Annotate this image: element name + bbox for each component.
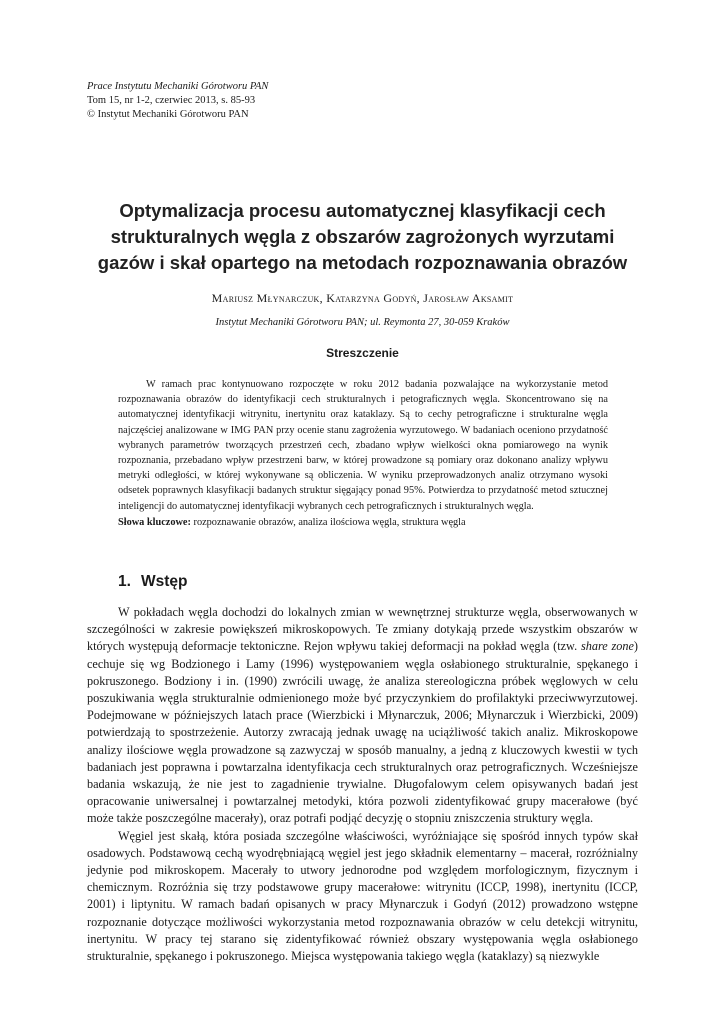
journal-header xyxy=(87,80,268,122)
keywords-label: Słowa kluczowe: xyxy=(118,517,191,528)
body-paragraph: Węgiel jest skałą, która posiada szczególne właściwości, wyróżniające się spośród innych typów skał osadowych. Podstawową cechą wyodrębniającą węgiel jest jego składnik elementarny – macerał, rozróżnialny jedynie pod mikroskopem. Macerały to utwory jednorodne pod względem morfologicznym, fizycznym i chemicznym. Rozróżnia się trzy podstawowe grupy macerałowe: witrynitu (ICCP, 1998), inertynitu (ICCP, 2001) i liptynitu. W ramach badań opisanych w pracy Młynarczuk i Godyń (2012) prowadzono wstępne rozpoznanie dotyczące możliwości wykorzystania metod rozpoznawania obrazów w celu detekcji witrynitu, inertynitu. W pracy tej starano się zidentyfikować również obszary występowania węgla osłabionego strukturalnie, spękanego i pokruszonego. Miejsca występowania takiego węgla (kataklazy) są niezwykle xyxy=(87,828,638,964)
keywords-text: rozpoznawanie obrazów, analiza ilościowa węgla, struktura węgla xyxy=(193,517,466,528)
journal-name: Prace Instytutu Mechaniki Górotworu PAN xyxy=(87,81,269,92)
body-text xyxy=(87,604,638,965)
body-paragraph xyxy=(87,604,638,828)
abstract-text: W ramach prac kontynuowano rozpoczęte w roku 2012 badania pozwalające na wykorzystanie metod rozpoznawania obrazów do identyfikacji cech strukturalnych i petograficznych węgla. Skoncentrowano się na automatycznej identyfikacji witrynitu, inertynitu oraz kataklazy. Są to cechy petrograficzne i strukturalne węgla najczęściej analizowane w IMG PAN przy ocenie stanu zagrożenia wyrzutowego. W badaniach oceniono przydatność wybranych parametrów tworzących przestrzeń cech, zbadano wpływ wielkości okna pomiarowego na wynik rozpoznania, przebadano wpływ przestrzeni barw, w której prowadzone są pomiary oraz dokonano analizy wpływu metryki odległości, w której wykonywane są obliczenia. W wyniku przeprowadzonych analiz otrzymano wysoki odsetek poprawnych klasyfikacji badanych struktur sięgający ponad 95%. Potwierdza to przydatność metod sztucznej inteligencji do automatycznej identyfikacji wybranych cech petrograficznych i strukturalnych węgla. xyxy=(118,379,608,512)
author-affiliation: Instytut Mechaniki Górotworu PAN; ul. Reymonta 27, 30-059 Kraków xyxy=(215,317,510,328)
body-text-run: ) cechuje się wg Bodzionego i Lamy (1996) występowaniem węgla osłabionego strukturalnie, spękanego i pokruszonego. Bodziony i in. (1990) zwrócili uwagę, że analiza stereologiczna próbek węglowych w celu poszukiwania węgla strukturalnie odmienionego może być przyczynkiem do profilaktyki przeciwwyrzutowej. Podejmowane w późniejszych latach prace (Wierzbicki i Młynarczuk, 2006; Młynarczuk i Wierzbicki, 2009) potwierdzają to spostrzeżenie. Autorzy zwracają jednak uwagę na uciążliwość takich analiz. Mikroskopowe analizy ilościowe węgla prowadzone są zazwyczaj w sposób manualny, a jedną z kluczowych kwestii w tych badaniach jest poprawna i powtarzalna identyfikacja cech strukturalnych oraz petrograficznych. Wcześniejsze badania wskazują, że nie jest to zagadnienie trywialne. Długofalowym celem opisywanych badań jest opracowanie uniwersalnej i powtarzalnej metodyki, która pozwoli zidentyfikować grupy macerałowe (być może także poszczególne macerały), oraz potrafi podjąć decyzję o stopniu zniszczenia struktury węgla. xyxy=(87,639,639,826)
title-line: Optymalizacja procesu automatycznej klasyfikacji cech xyxy=(119,200,606,221)
abstract-heading: Streszczenie xyxy=(326,346,399,360)
section-title: Wstęp xyxy=(140,573,188,590)
paper-authors: Mariusz Młynarczuk, Katarzyna Godyń, Jarosław Aksamit xyxy=(211,291,514,305)
keywords xyxy=(118,515,608,530)
italic-term: share zone xyxy=(580,639,634,654)
journal-issue: Tom 15, nr 1-2, czerwiec 2013, s. 85-93 xyxy=(87,95,256,106)
section-number: 1. xyxy=(118,573,131,590)
title-line: gazów i skał opartego na metodach rozpoznawania obrazów xyxy=(97,252,628,273)
body-text-run: W pokładach węgla dochodzi do lokalnych zmian w wewnętrznej strukturze węgla, obserwowanych w szczególności w zakresie powiększeń mikroskopowych. Te zmiany dotykają przede wszystkim obszarów w których występują deformacje tektoniczne. Rejon wpływu takiej deformacji na pokład węgla (tzw. xyxy=(87,605,638,654)
journal-copyright: © Instytut Mechaniki Górotworu PAN xyxy=(87,109,249,120)
paper-title xyxy=(70,198,655,276)
title-line: strukturalnych węgla z obszarów zagrożonych wyrzutami xyxy=(110,226,615,247)
section-heading xyxy=(118,573,187,591)
